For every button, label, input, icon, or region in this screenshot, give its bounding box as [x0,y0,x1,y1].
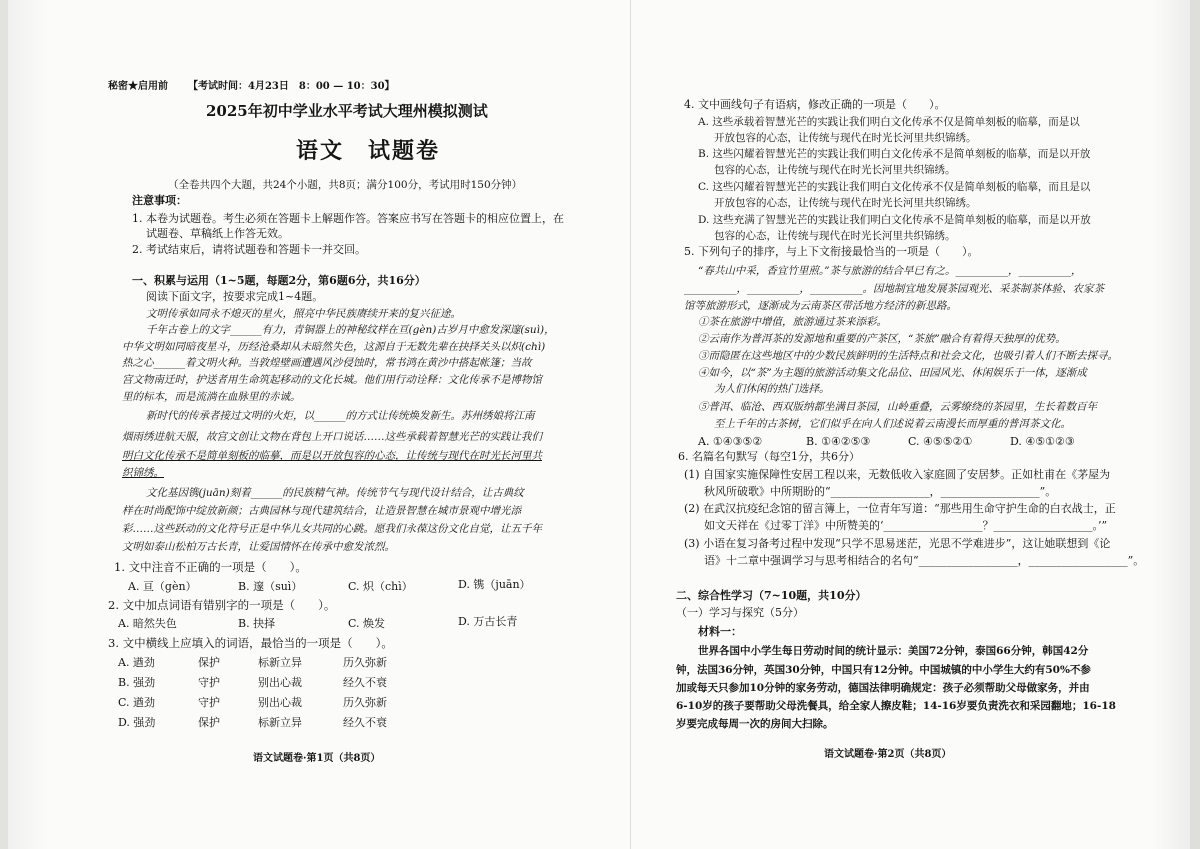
question-5-sentence: ②云南作为普洱茶的发源地和重要的产茶区，“茶旅”融合有着得天独厚的优势。 [698,333,1066,345]
question-5-context: 馆等旅游形式，逐渐成为云南茶区带活地方经济的新思路。 [684,300,957,312]
passage-underlined-sentence: 明白文化传承不是简单刻板的临摹，而是以开放包容的心态，让传统与现代在时光长河里共 [122,450,542,462]
question-3-row-a: A. 遒劲 [118,656,155,669]
passage-line: 文明传承如同永不熄灭的星火，照亮中华民族赓续开来的复兴征途。 [146,308,461,320]
question-3-row-b-word: 守护 [198,676,220,689]
question-2-option-c: C. 焕发 [348,617,386,630]
question-1-option-a: A. 亘（gèn） [128,580,197,593]
question-2-option-a: A. 暗然失色 [118,617,177,630]
question-6-stem: 6. 名篇名句默写（每空1分，共6分） [678,450,860,463]
note-1a: 1. 本卷为试题卷。考生必须在答题卡上解题作答。答案应书写在答题卡的相应位置上，在 [132,212,564,225]
material-1-text: 6-10岁的孩子要帮助父母洗餐具，给全家人擦皮鞋；14-16岁要负责洗衣和采园翻地；16-18 [676,700,1116,712]
question-4-option-d: D. 这些充满了智慧光芒的实践让我们明白文化传承不是简单刻板的临摹，而是以开放 [698,214,1091,226]
question-4-option-c-cont: 开放包容的心态，让传统与现代在时光长河里共织锦绣。 [714,197,977,209]
secret-label: 秘密★启用前 [108,81,168,92]
question-6-item-2: (2) 在武汉抗疫纪念馆的留言簿上，一位青年写道：“那些用生命守护生命的白衣战士，正 [684,502,1116,515]
passage-line: 千年古卷上的文字______有力，青铜器上的神秘纹样在亘(gèn)古岁月中愈发深邃(suì)， [146,324,555,336]
paper-title: 语文 试题卷 [296,138,441,164]
question-3-row-b: B. 强劲 [118,676,156,689]
material-1-text: 加或每天只参加10分钟的家务劳动，德国法律明确规定：孩子必须帮助父母做家务，并由 [676,682,1090,694]
question-3-row-b-word: 别出心裁 [258,676,302,689]
material-1-label: 材料一： [698,625,742,638]
material-1-text: 世界各国中小学生每日劳动时间的统计显示：美国72分钟，泰国66分钟，韩国42分 [698,645,1089,657]
question-5-sentence-cont: 为人们休闲的热门选择。 [714,383,830,395]
question-6-item-3-blanks: 语》十二章中强调学习与思考相结合的名句“__________________，__________________”。 [704,554,1145,567]
question-5-option-b: B. ①④②⑤③ [806,435,871,448]
page-2 [676,0,1145,849]
passage-line: 宫文物南迁时，护送者用生命筑起移动的文化长城。他们用行动诠释：文化传承不是博物馆 [122,374,542,386]
notes-heading: 注意事项： [132,194,187,207]
question-2-option-d: D. 万古长青 [458,615,518,628]
page-fold [630,0,631,849]
question-1-option-d: D. 镌（juān） [458,578,531,591]
question-3-row-b-word: 经久不衰 [343,676,387,689]
question-4-option-a: A. 这些承载着智慧光芒的实践让我们明白文化传承不仅是简单刻板的临摹，而是以 [698,116,1080,128]
question-5-stem: 5. 下列句子的排序，与上下文衔接最恰当的一项是（ ）。 [684,245,979,258]
passage-line: 样在时尚配饰中绽放新颜；古典园林与现代建筑结合，让造景智慧在城市景观中增光添 [122,505,521,517]
question-4-stem: 4. 文中画线句子有语病，修改正确的一项是（ ）。 [684,98,946,111]
section-2-subheading: （一）学习与探究（5分） [676,606,804,619]
passage-line: 文化基因镌(juān)刻着______的民族精气神。传统节气与现代设计结合，让古典纹 [146,487,524,499]
question-5-option-d: D. ④⑤①②③ [1010,435,1075,448]
question-5-context: “春共山中采，香宜竹里煎。”茶与旅游的结合早已有之。__________，__________， [698,265,1082,277]
material-1-text: 岁要完成每周一次的房间大扫除。 [676,718,834,730]
question-3-row-a-word: 标新立异 [258,656,302,669]
question-4-option-c: C. 这些闪耀着智慧光芒的实践让我们明白文化传承不仅是简单刻板的临摹，而且是以 [698,181,1091,193]
material-1-text: 钟，法国36分钟，英国30分钟，中国只有12分钟。中国城镇的中小学生大约有50%不参 [676,664,1091,676]
question-3-row-d-word: 经久不衰 [343,716,387,729]
exam-title: 2025年初中学业水平考试大理州模拟测试 [206,102,488,120]
passage-line: 热之心______着文明火种。当敦煌壁画遭遇风沙侵蚀时，常书鸿在黄沙中搭起帐篷；当故 [122,357,532,369]
question-6-item-3: (3) 小语在复习备考过程中发现“只学不思易迷茫，光思不学难进步”，这让她联想到《论 [684,537,1111,550]
question-3-row-c-word: 别出心裁 [258,696,302,709]
question-5-option-c: C. ④⑤⑤②① [908,435,973,448]
question-4-option-b-cont: 包容的心态，让传统与现代在时光长河里共织锦绣。 [714,164,956,176]
scan-edge-right [1190,0,1200,849]
question-5-context: __________，__________，__________。因地制宜地发展茶园观光、采茶制茶体验、农家茶 [684,283,1104,295]
question-3-row-c-word: 守护 [198,696,220,709]
page-1-footer: 语文试题卷·第1页（共8页） [253,753,381,764]
question-3-row-d-word: 标新立异 [258,716,302,729]
question-5-sentence: ①茶在旅游中增值，旅游通过茶来添彩。 [698,316,887,328]
question-3-row-c-word: 历久弥新 [343,696,387,709]
question-6-item-2-blanks: 如文天祥在《过零丁洋》中所赞美的‘__________________？__________________。’” [704,519,1108,532]
question-3-row-c: C. 遒劲 [118,696,156,709]
note-2: 2. 考试结束后，请将试题卷和答题卡一并交回。 [132,243,366,256]
question-5-sentence: ③而隐匿在这些地区中的少数民族鲜明的生活特点和社会文化，也吸引着人们不断去探寻。 [698,350,1118,362]
question-5-sentence: ④如今，以“茶”为主题的旅游活动集文化品位、田园风光、休闲娱乐于一体，逐渐成 [698,367,1087,379]
question-1-option-b: B. 邃（suì） [238,580,303,593]
note-1b: 试题卷、草稿纸上作答无效。 [146,227,289,240]
question-3-row-d: D. 强劲 [118,716,156,729]
passage-line: 烟雨绣进航天服，故宫文创让文物在背包上开口说话……这些承载着智慧光芒的实践让我们 [122,431,542,443]
question-2-stem: 2. 文中加点词语有错别字的一项是（ ）。 [108,598,336,612]
question-5-sentence: ⑤普洱、临沧、西双版纳都坐满目茶园，山岭重叠，云雾缭绕的茶园里，生长着数百年 [698,401,1097,413]
passage-underlined-sentence-end: 织锦绣。 [122,467,164,479]
question-4-option-d-cont: 包容的心态，让传统与现代在时光长河里共织锦绣。 [714,230,956,242]
page-2-footer: 语文试题卷·第2页（共8页） [824,749,952,760]
scan-edge-left [0,0,8,849]
question-5-option-a: A. ①④③⑤② [698,435,763,448]
exam-time: 【考试时间：4月23日 8：00 — 10：30】 [188,81,395,92]
paper-scope: （全卷共四个大题，共24个小题，共8页；满分100分，考试用时150分钟） [168,179,523,191]
question-6-item-1-blanks: 秋风所破歌》中所期盼的“__________________，__________________”。 [704,485,1057,498]
section-1-intro: 阅读下面文字，按要求完成1~4题。 [146,290,324,303]
question-3-stem: 3. 文中横线上应填入的词语，最恰当的一项是（ ）。 [108,636,393,650]
passage-line: 新时代的传承者接过文明的火炬，以______的方式让传统焕发新生。苏州绣娘将江南 [146,410,535,422]
section-1-heading: 一、积累与运用（1~5题，每题2分，第6题6分，共16分） [132,274,426,287]
question-3-row-a-word: 历久弥新 [343,656,387,669]
passage-line: 彩……这些跃动的文化符号正是中华儿女共同的心跳。愿我们永葆这份文化自觉，让五千年 [122,523,542,535]
passage-line: 文明如泰山松柏万古长青，让爱国情怀在传承中愈发浓烈。 [122,541,395,553]
question-3-row-a-word: 保护 [198,656,220,669]
question-1-option-c: C. 炽（chì） [348,580,413,593]
section-2-heading: 二、综合性学习（7~10题，共10分） [676,589,867,602]
question-5-sentence-cont: 至上千年的古茶树，它们似乎在向人们述说着云南漫长而厚重的普洱茶文化。 [714,418,1071,430]
question-4-option-a-cont: 开放包容的心态，让传统与现代在时光长河里共织锦绣。 [714,132,977,144]
question-4-option-b: B. 这些闪耀着智慧光芒的实践让我们明白文化传承不是简单刻板的临摹，而是以开放 [698,148,1091,160]
page-1 [108,0,588,849]
question-6-item-1: (1) 自国家实施保障性安居工程以来，无数低收入家庭圆了安居梦。正如杜甫在《茅屋为 [684,468,1111,481]
passage-line: 中华文明如同暗夜星斗，历经沧桑却从未暗然失色，这源自于无数先辈在抉择关头以炽(chì) [122,341,546,353]
passage-line: 里的标本，而是流淌在血脉里的赤诚。 [122,391,301,403]
question-1-stem: 1. 文中注音不正确的一项是（ ）。 [114,560,307,574]
question-2-option-b: B. 抉择 [238,617,276,630]
question-3-row-d-word: 保护 [198,716,220,729]
